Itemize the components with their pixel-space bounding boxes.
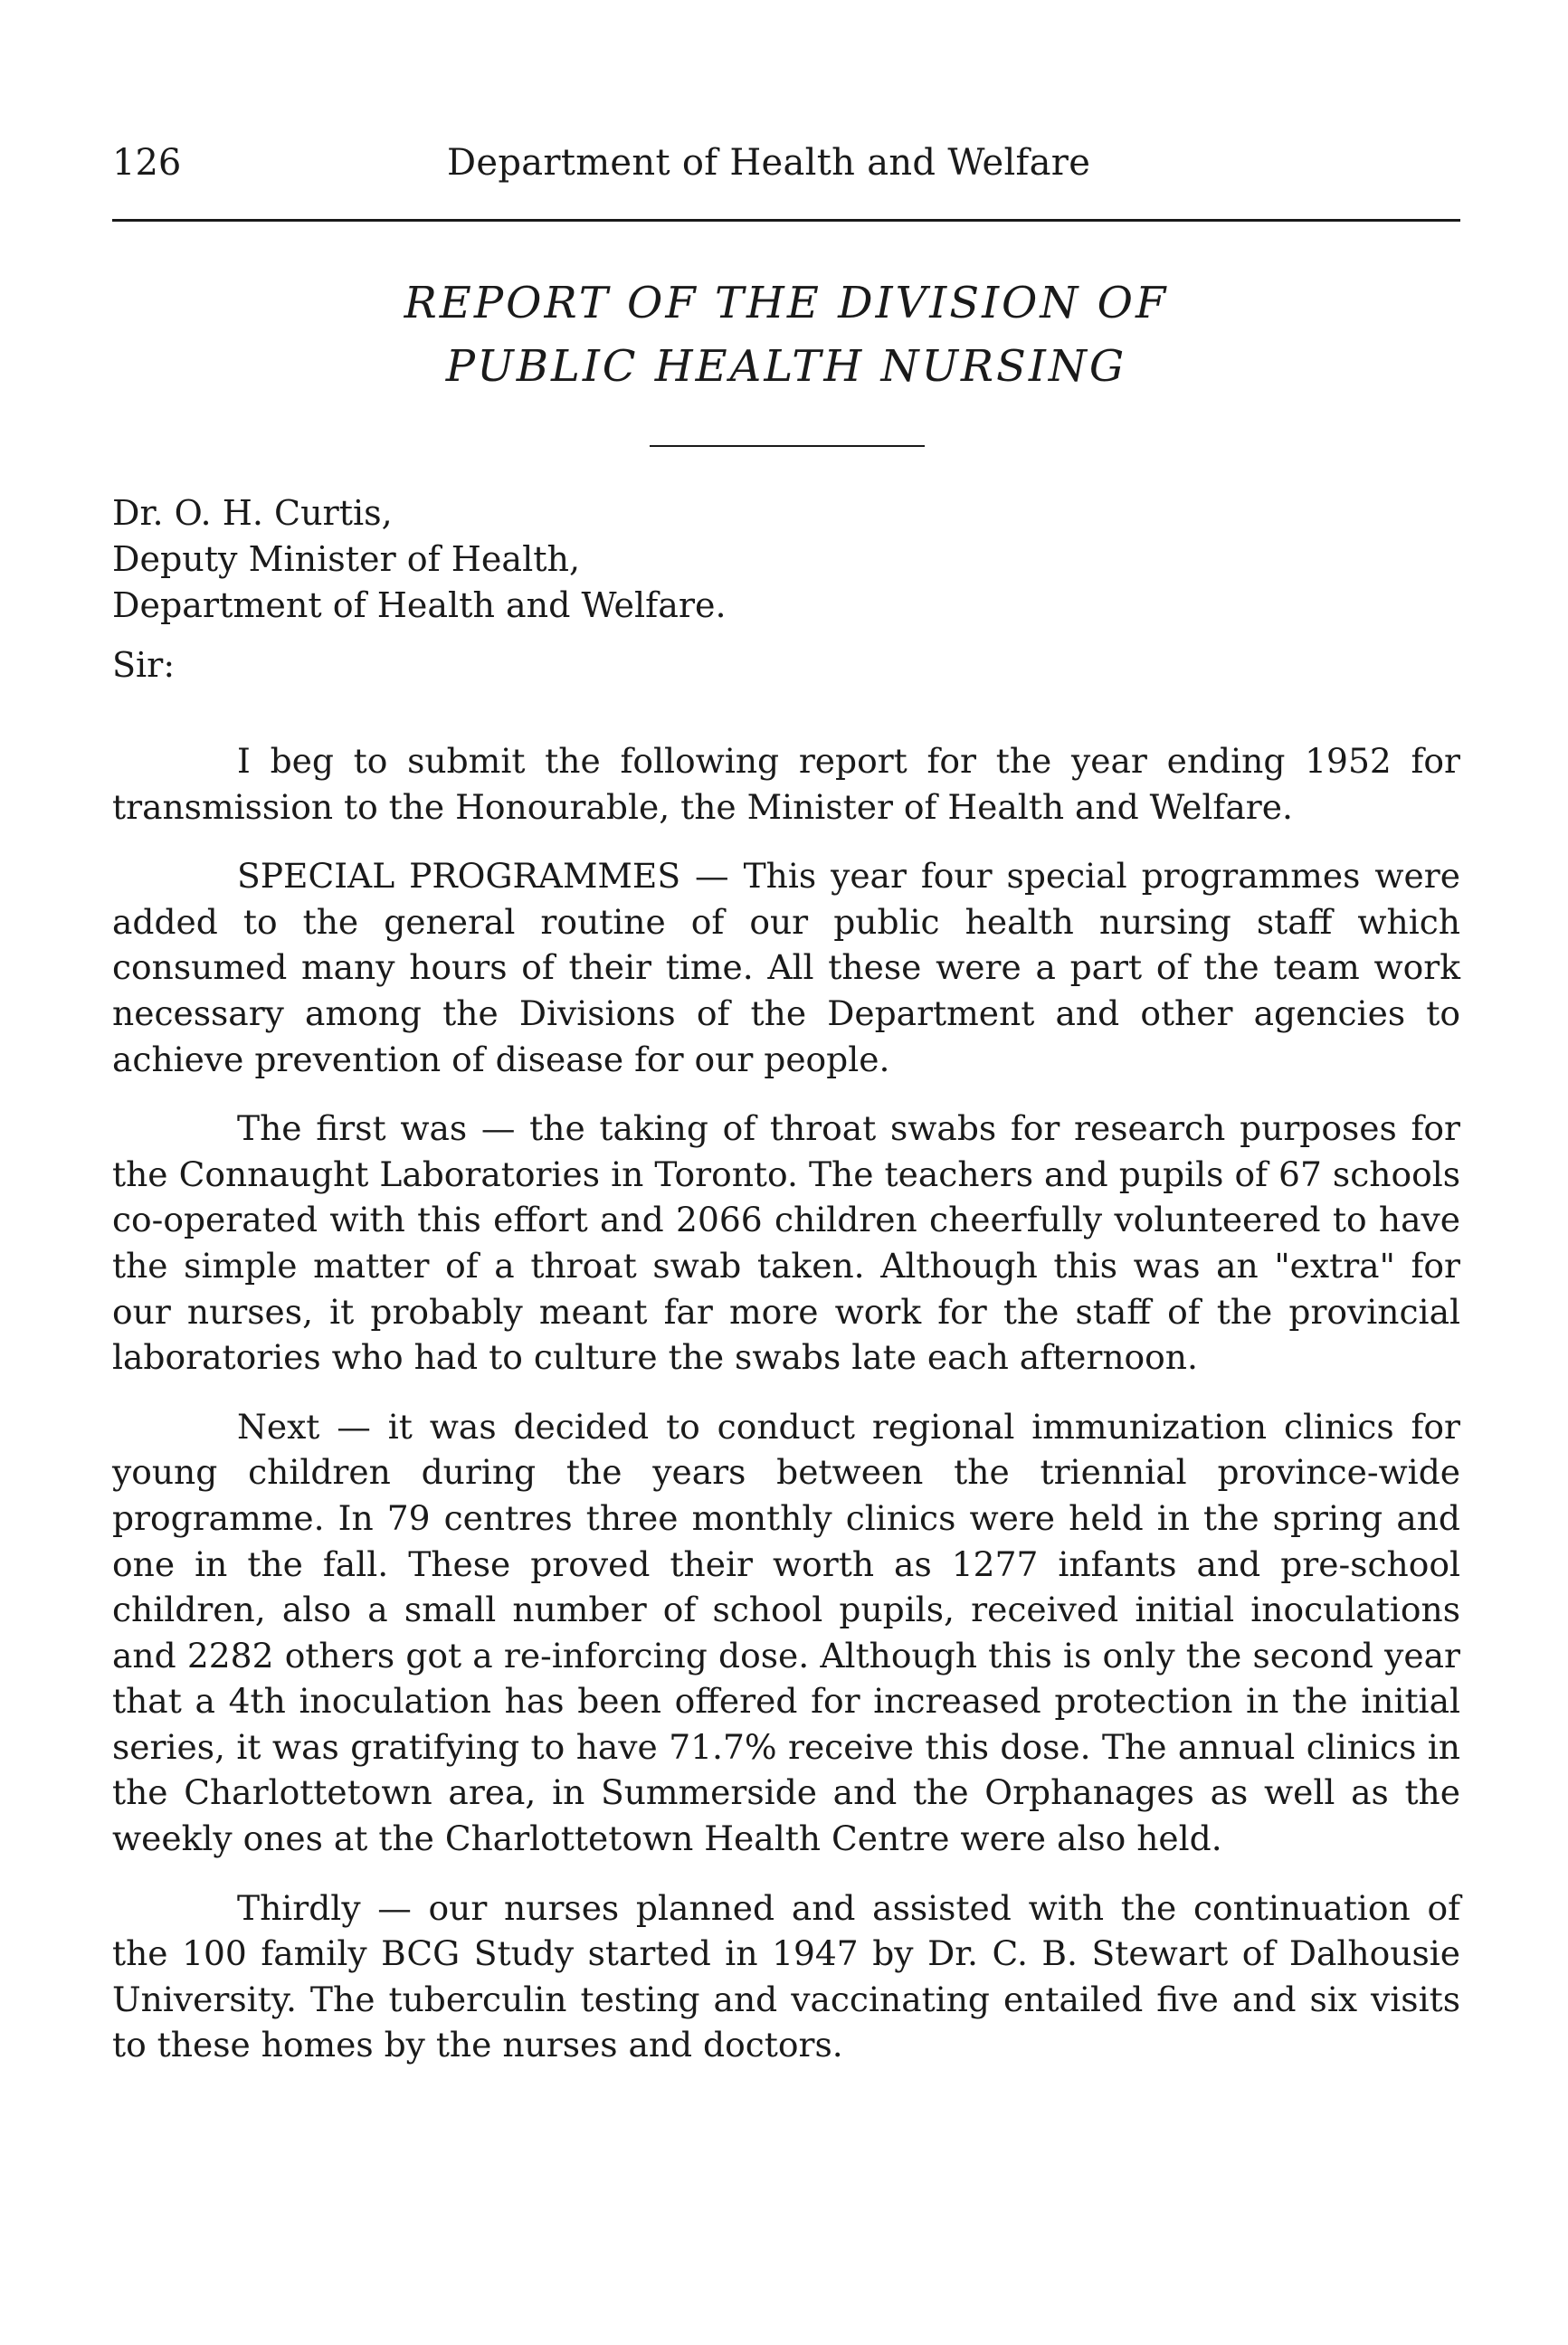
paragraph-throat-swabs: The first was — the taking of throat swabs for research purposes for the Connaught Laboratories in Toronto. The teachers and pupils of 67 schools co-operated with this effort and 2066 children cheerfully volunteered to have the simple matter of a throat swab taken. Although this was an "extra" for our nurses, it probably meant far more work for the staff of the provincial laboratories who had to culture the swabs late each afternoon. bbox=[112, 1108, 1460, 1378]
report-title bbox=[112, 271, 1460, 398]
salutation: Sir: bbox=[112, 645, 176, 685]
paragraph-immunization-clinics: Next — it was decided to conduct regional immunization clinics for young children during the years between the triennial province-wide programme. In 79 centres three monthly clinics were held in the spring and one in the fall. These proved their worth as 1277 infants and pre-school children, also a small number of school pupils, received initial inoculations and 2282 others got a re-inforcing dose. Although this is only the second year that a 4th inoculation has been offered for increased protection in the initial series, it was gratifying to have 71.7% receive this dose. The annual clinics in the Charlottetown area, in Summerside and the Orphanages as well as the weekly ones at the Charlottetown Health Centre were also held. bbox=[112, 1406, 1460, 1859]
paragraph-intro: I beg to submit the following report for the year ending 1952 for transmission to the Honourable, the Minister of Health and Welfare. bbox=[112, 741, 1460, 827]
header-rule bbox=[112, 219, 1460, 222]
report-title-line-2: PUBLIC HEALTH NURSING bbox=[445, 341, 1127, 392]
address-line-3: Department of Health and Welfare. bbox=[112, 585, 727, 625]
running-header bbox=[112, 136, 1460, 190]
paragraph-bcg-study: Thirdly — our nurses planned and assisted with the continuation of the 100 family BCG Study started in 1947 by Dr. C. B. Stewart of Dalhousie University. The tuberculin testing and vaccinating entailed five and six visits to these homes by the nurses and doctors. bbox=[112, 1887, 1460, 2065]
report-body bbox=[112, 738, 1460, 2092]
page-number: 126 bbox=[112, 142, 182, 184]
running-header-title: Department of Health and Welfare bbox=[447, 142, 1091, 184]
paragraph-special-programmes: SPECIAL PROGRAMMES — This year four special programmes were added to the general routine of our public health nursing staff which consumed many hours of their time. All these were a part of the team work necessary among the Divisions of the Department and other agencies to achieve prevention of disease for our people. bbox=[112, 856, 1460, 1079]
title-rule bbox=[650, 445, 925, 447]
document-page bbox=[112, 136, 1460, 2065]
address-line-1: Dr. O. H. Curtis, bbox=[112, 493, 393, 533]
address-block bbox=[112, 490, 727, 629]
report-title-line-1: REPORT OF THE DIVISION OF bbox=[404, 278, 1169, 328]
address-line-2: Deputy Minister of Health, bbox=[112, 539, 581, 579]
